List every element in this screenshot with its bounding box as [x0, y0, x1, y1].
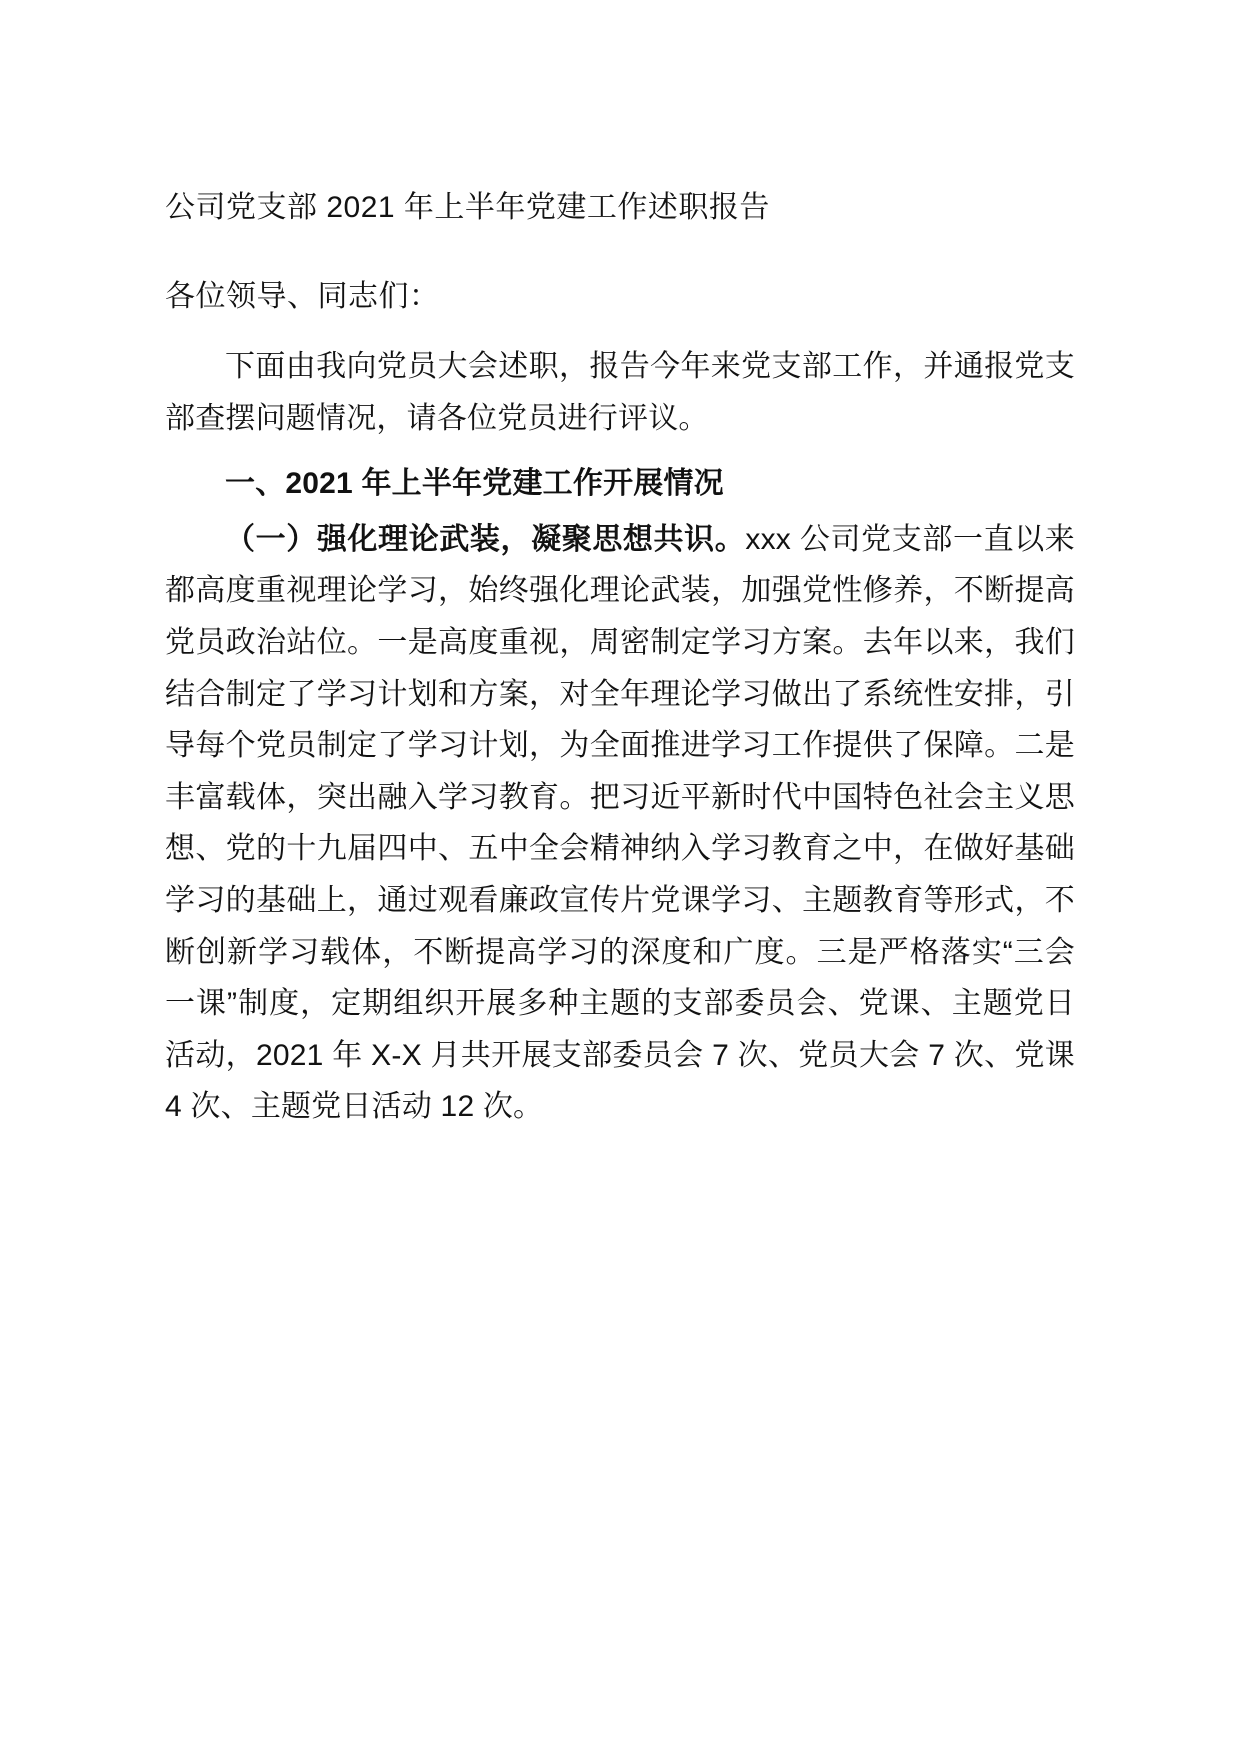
salutation-line: 各位领导、同志们：: [165, 280, 440, 313]
subsection-body-text: xxx 公司党支部一直以来都高度重视理论学习，始终强化理论武装，加强党性修养，不断提高党员政治站位。一是高度重视，周密制定学习方案。去年以来，我们结合制定了学习计划和方案，对全年理论学习做出了系统性安排，引导每个党员制定了学习计划，为全面推进学习工作提供了保障。二是丰富载体，突出融入学习教育。把习近平新时代中国特色社会主义思想、党的十九届四中、五中全会精神纳入学习教育之中，在做好基础学习的基础上，通过观看廉政宣传片党课学习、主题教育等形式，不断创新学习载体，不断提高学习的深度和广度。三是严格落实“三会一课”制度，定期组织开展多种主题的支部委员会、党课、主题党日活动，2021 年 X-X 月共开展支部委员会 7 次、党员大会 7 次、党课 4 次、主题党日活动 12 次。: [165, 522, 1075, 1124]
page-title: 公司党支部 2021 年上半年党建工作述职报告: [165, 191, 770, 224]
subsection-paragraph: [165, 514, 1075, 1133]
intro-paragraph: 下面由我向党员大会述职，报告今年来党支部工作，并通报党支部查摆问题情况，请各位党员进行评议。: [165, 350, 1075, 435]
subsection-lead-label: （一）强化理论武装，凝聚思想共识。: [225, 522, 746, 556]
section-heading-one: 一、2021 年上半年党建工作开展情况: [225, 467, 724, 501]
